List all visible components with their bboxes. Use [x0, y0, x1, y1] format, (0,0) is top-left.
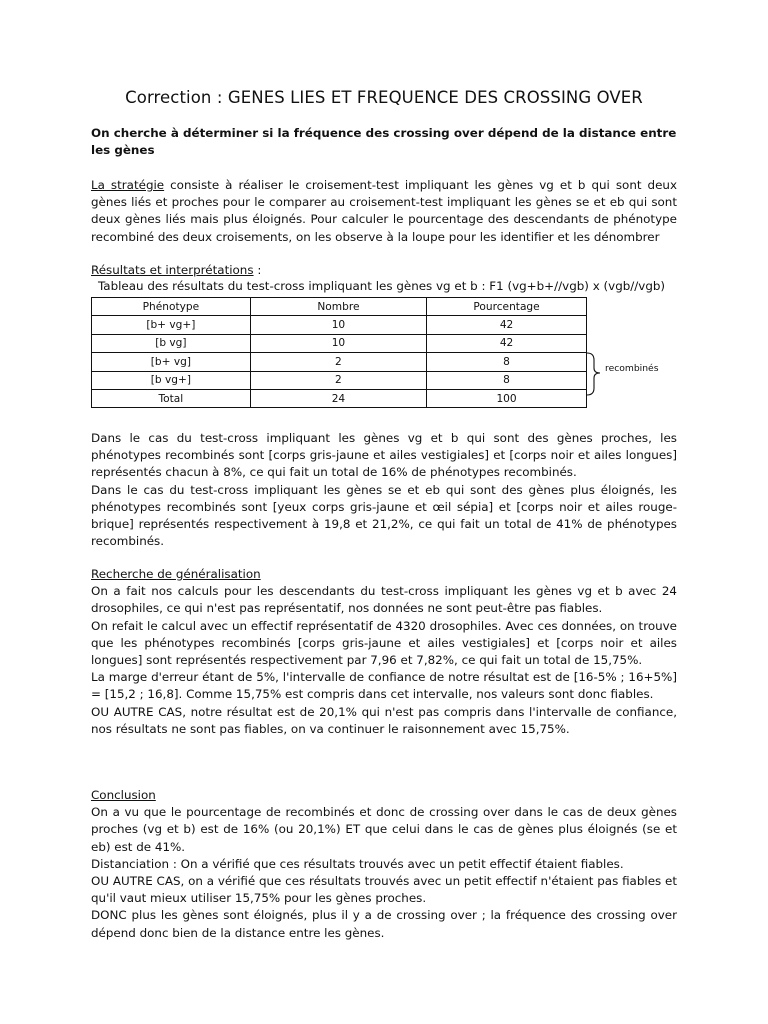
generalisation-section: [91, 566, 677, 738]
table-cell: Total: [92, 389, 251, 407]
interpretation-paragraph: [91, 430, 677, 550]
conclusion-line: OU AUTRE CAS, on a vérifié que ces résultats trouvés avec un petit effectif n'étaient pas fiables et qu'il vaut mieux utiliser 15,75% pour les gènes proches.: [91, 874, 677, 906]
strategy-heading: La stratégie: [91, 178, 165, 192]
generalisation-line: On a fait nos calculs pour les descendants du test-cross impliquant les gènes vg et b avec 24 drosophiles, ce qui n'est pas représentatif, nos données ne sont peut-être pas fiables.: [91, 584, 677, 616]
page-title: Correction : GENES LIES ET FREQUENCE DES CROSSING OVER: [125, 88, 643, 107]
results-heading-suffix: :: [253, 263, 262, 277]
generalisation-line: On refait le calcul avec un effectif représentatif de 4320 drosophiles. Avec ces données, on trouve que les phénotypes recombinés [corps gris-jaune et ailes vestigiales] et [corps noir et ailes longues] sont représentés respectivement par 7,96 et 7,82%, ce qui fait un total de 15,75%.: [91, 618, 677, 668]
right-brace-icon: [586, 352, 604, 396]
table-row: [92, 334, 587, 352]
results-section-heading: [91, 262, 677, 279]
recombined-label: recombinés: [605, 363, 659, 374]
generalisation-line: OU AUTRE CAS, notre résultat est de 20,1% qui n'est pas compris dans l'intervalle de confiance, nos résultats ne sont pas fiables, on va continuer le raisonnement avec 15,75%.: [91, 704, 677, 736]
table-row-total: [92, 389, 587, 407]
table-cell: [b vg]: [92, 334, 251, 352]
interpretation-line: Dans le cas du test-cross impliquant les gènes vg et b qui sont des gènes proches, les phénotypes recombinés sont [corps gris-jaune et ailes vestigiales] et [corps noir et ailes longues] représentés chacun à 8%, ce qui fait un total de 16% de phénotypes recombinés.: [91, 431, 677, 480]
interpretation-line: Dans le cas du test-cross impliquant les gènes se et eb qui sont des gènes plus éloignés, les phénotypes recombinés sont [yeux corps gris-jaune et œil sépia] et [corps noir et ailes rouge-brique] représentés respectivement à 19,8 et 21,2%, ce qui fait un total de 41% de phénotypes recombinés.: [91, 482, 677, 549]
table-row: [92, 371, 587, 389]
table-header-cell: Pourcentage: [427, 298, 587, 316]
generalisation-heading: Recherche de généralisation: [91, 567, 261, 581]
table-cell: 8: [427, 353, 587, 371]
table-cell: 8: [427, 371, 587, 389]
table-cell: [b+ vg+]: [92, 316, 251, 334]
intro-question: On cherche à déterminer si la fréquence des crossing over dépend de la distance entre les gènes: [91, 126, 677, 158]
conclusion-line: Distanciation : On a vérifié que ces résultats trouvés avec un petit effectif étaient fiables.: [91, 856, 624, 871]
table-cell: 100: [427, 389, 587, 407]
table-header-row: [92, 298, 587, 316]
table-header-cell: Phénotype: [92, 298, 251, 316]
table-row: [92, 353, 587, 371]
table-cell: 42: [427, 316, 587, 334]
conclusion-line: DONC plus les gènes sont éloignés, plus il y a de crossing over ; la fréquence des crossing over dépend donc bien de la distance entre les gènes.: [91, 908, 677, 940]
results-table: [91, 297, 587, 408]
generalisation-line: La marge d'erreur étant de 5%, l'intervalle de confiance de notre résultat est de [16-5% ; 16+5%] = [15,2 ; 16,8]. Comme 15,75% est compris dans cet intervalle, nos valeurs sont donc fiables.: [91, 670, 677, 702]
strategy-paragraph: [91, 177, 677, 246]
table-cell: 2: [250, 371, 426, 389]
table-cell: 10: [250, 316, 426, 334]
conclusion-heading: Conclusion: [91, 788, 156, 802]
conclusion-section: [91, 787, 677, 942]
table-cell: [b+ vg]: [92, 353, 251, 371]
table-header-cell: Nombre: [250, 298, 426, 316]
table-cell: 24: [250, 389, 426, 407]
table-row: [92, 316, 587, 334]
table-cell: 2: [250, 353, 426, 371]
conclusion-line: On a vu que le pourcentage de recombinés et donc de crossing over dans le cas de deux gènes proches (vg et b) est de 16% (ou 20,1%) ET que celui dans le cas de gènes plus éloignés (se et eb) est de 41%.: [91, 805, 677, 854]
table-caption: Tableau des résultats du test-cross impliquant les gènes vg et b : F1 (vg+b+//vgb) x (vgb//vgb): [98, 279, 666, 293]
table-cell: 10: [250, 334, 426, 352]
strategy-text: consiste à réaliser le croisement-test impliquant les gènes vg et b qui sont deux gènes liés et proches pour le comparer au croisement-test impliquant les gènes se et eb qui sont deux gènes liés mais plus éloignés. Pour calculer le pourcentage des descendants de phénotype recombiné des deux croisements, on les observe à la loupe pour les identifier et les dénombrer: [91, 178, 677, 244]
results-heading: Résultats et interprétations: [91, 263, 254, 277]
table-cell: 42: [427, 334, 587, 352]
table-cell: [b vg+]: [92, 371, 251, 389]
